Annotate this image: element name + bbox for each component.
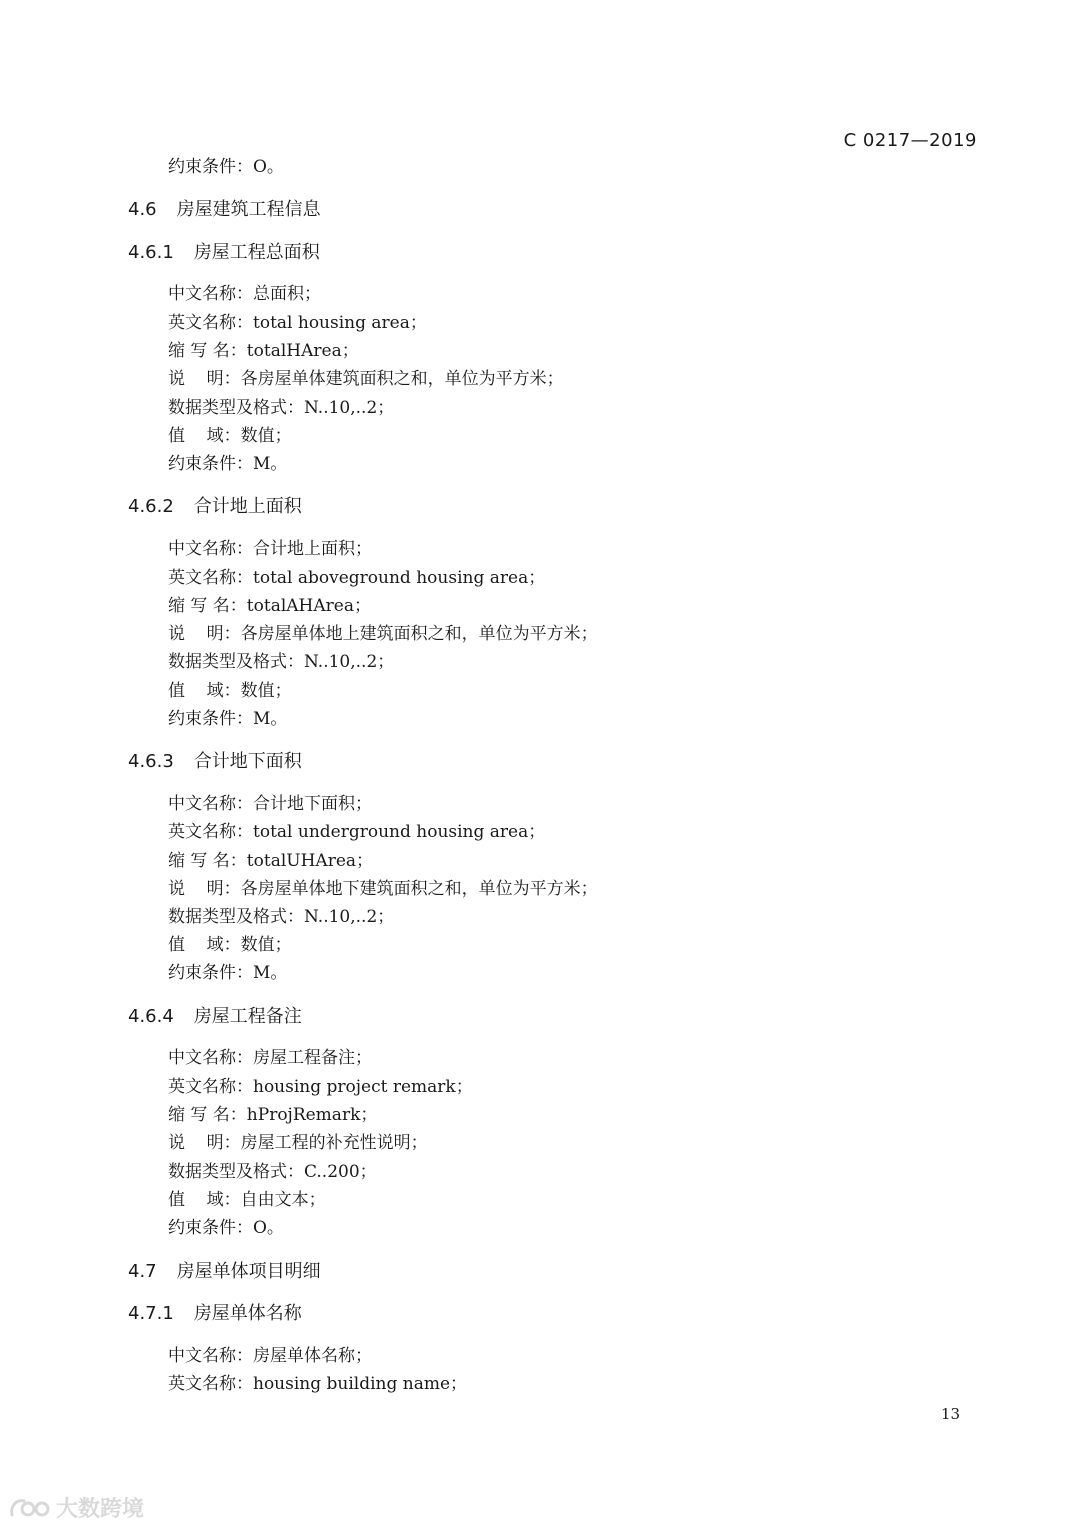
- section-heading-4-6-3: [128, 751, 302, 773]
- field-line: 约束条件：M。: [168, 963, 288, 983]
- document-code: C 0217—2019: [843, 130, 977, 151]
- field-line: 缩 写 名：totalAHArea；: [168, 596, 371, 616]
- field-line: 数据类型及格式：C..200；: [168, 1162, 377, 1182]
- field-line: 说 明：各房屋单体地上建筑面积之和，单位为平方米；: [168, 624, 598, 644]
- field-line: 约束条件：M。: [168, 454, 288, 474]
- field-line: 缩 写 名：totalUHArea；: [168, 851, 374, 871]
- section-heading-4-6-4: [128, 1006, 302, 1028]
- field-line: 数据类型及格式：N..10,..2；: [168, 907, 395, 927]
- section-heading-4-7-1: [128, 1303, 302, 1325]
- field-line: 中文名称：总面积；: [168, 284, 321, 304]
- field-line: 缩 写 名：hProjRemark；: [168, 1105, 378, 1125]
- heading-title: 房屋工程总面积: [193, 242, 320, 263]
- section-heading-4-6-1: [128, 242, 320, 264]
- heading-title: 房屋建筑工程信息: [176, 199, 321, 220]
- heading-title: 房屋单体项目明细: [176, 1261, 321, 1282]
- field-line: 英文名称：housing building name；: [168, 1374, 468, 1394]
- section-heading-4-6: [128, 199, 321, 221]
- field-line: 约束条件：M。: [168, 709, 288, 729]
- heading-title: 房屋工程备注: [193, 1006, 302, 1027]
- field-line: 英文名称：total aboveground housing area；: [168, 568, 546, 588]
- section-heading-4-7: [128, 1261, 321, 1283]
- field-line: 值 域：数值；: [168, 426, 292, 446]
- field-line: 数据类型及格式：N..10,..2；: [168, 398, 395, 418]
- heading-number: 4.6: [128, 199, 157, 220]
- field-line: 中文名称：房屋单体名称；: [168, 1346, 372, 1366]
- field-line: 英文名称：total housing area；: [168, 313, 427, 333]
- field-line: 值 域：数值；: [168, 681, 292, 701]
- field-line: 值 域：自由文本；: [168, 1190, 326, 1210]
- watermark-logo-icon: [8, 1495, 52, 1521]
- watermark-text: 大数跨境: [56, 1497, 145, 1522]
- watermark: [8, 1492, 144, 1523]
- field-line: 约束条件：O。: [168, 1218, 284, 1238]
- field-line: 英文名称：total underground housing area；: [168, 822, 546, 842]
- heading-number: 4.6.4: [128, 1006, 174, 1027]
- field-line: 说 明：各房屋单体地下建筑面积之和，单位为平方米；: [168, 879, 598, 899]
- heading-number: 4.7: [128, 1261, 157, 1282]
- heading-number: 4.7.1: [128, 1303, 174, 1324]
- field-line: 说 明：各房屋单体建筑面积之和，单位为平方米；: [168, 369, 564, 389]
- page-number: 13: [941, 1405, 961, 1423]
- field-line: 中文名称：合计地上面积；: [168, 539, 372, 559]
- field-line: 缩 写 名：totalHArea；: [168, 341, 359, 361]
- intro-constraint-line: 约束条件：O。: [168, 157, 284, 177]
- field-line: 数据类型及格式：N..10,..2；: [168, 652, 395, 672]
- heading-title: 合计地上面积: [193, 496, 302, 517]
- section-heading-4-6-2: [128, 496, 302, 518]
- heading-number: 4.6.1: [128, 242, 174, 263]
- heading-number: 4.6.3: [128, 751, 174, 772]
- heading-title: 房屋单体名称: [193, 1303, 302, 1324]
- field-line: 英文名称：housing project remark；: [168, 1077, 473, 1097]
- heading-number: 4.6.2: [128, 496, 174, 517]
- heading-title: 合计地下面积: [193, 751, 302, 772]
- field-line: 中文名称：合计地下面积；: [168, 794, 372, 814]
- field-line: 值 域：数值；: [168, 935, 292, 955]
- field-line: 中文名称：房屋工程备注；: [168, 1048, 372, 1068]
- field-line: 说 明：房屋工程的补充性说明；: [168, 1133, 428, 1153]
